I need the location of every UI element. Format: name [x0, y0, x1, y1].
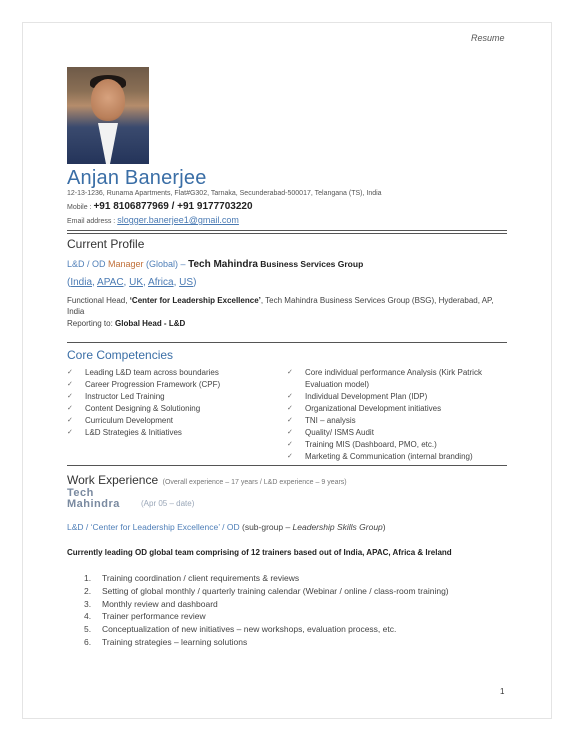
mobile-numbers: +91 8106877969 / +91 9177703220	[93, 201, 253, 212]
ld-sub-suffix: )	[382, 522, 386, 532]
check-icon: ✓	[287, 417, 293, 424]
check-icon: ✓	[287, 369, 293, 376]
candidate-name: Anjan Banerjee	[67, 167, 207, 189]
list-item: ✓ Instructor Led Training	[67, 392, 165, 401]
region-link[interactable]: Africa	[148, 277, 174, 288]
ld-od: / OD	[219, 522, 242, 532]
check-icon: ✓	[287, 441, 293, 448]
list-item: 4. Trainer performance review	[84, 611, 206, 622]
check-icon: ✓	[287, 453, 293, 460]
core-competencies-heading: Core Competencies	[67, 348, 174, 362]
functional-head-center: ‘Center for Leadership Excellence’	[129, 296, 261, 305]
list-item: 5. Conceptualization of new initiatives – new workshops, evaluation process, etc.	[84, 624, 397, 635]
divider	[67, 230, 507, 231]
work-experience-title: Work Experience	[67, 473, 159, 487]
divider	[67, 233, 507, 234]
ld-sub-italic: Leadership Skills Group	[292, 522, 383, 532]
list-item: 6. Training strategies – learning solutions	[84, 636, 248, 647]
list-item: ✓ L&D Strategies & Initiatives	[67, 428, 182, 437]
region-link[interactable]: US	[179, 277, 194, 288]
check-icon: ✓	[287, 429, 293, 436]
list-item: ✓ Training MIS (Dashboard, PMO, etc.)	[287, 440, 437, 449]
regions-sep: ,	[92, 277, 98, 288]
regions	[67, 277, 196, 288]
list-item: ✓ Quality/ ISMS Audit	[287, 428, 374, 437]
functional-head-prefix: Functional Head,	[67, 296, 130, 305]
list-item: ✓ TNI – analysis	[287, 416, 356, 425]
competencies-left-list	[67, 367, 220, 439]
ld-prefix: L&D /	[67, 522, 91, 532]
work-experience-subtitle: (Overall experience – 17 years / L&D experience – 9 years)	[162, 479, 347, 486]
company-suffix: Business Services Group	[257, 259, 364, 269]
ld-role-line	[67, 522, 386, 532]
region-link[interactable]: APAC	[97, 277, 124, 288]
list-item: ✓ Content Designing & Solutioning	[67, 404, 201, 413]
work-experience-heading	[67, 471, 347, 489]
ld-sub-prefix: (sub-group –	[241, 522, 293, 532]
profile-photo	[67, 67, 149, 164]
ld-center: ‘Center for Leadership Excellence’	[90, 522, 220, 532]
check-icon: ✓	[67, 393, 73, 400]
region-link[interactable]: UK	[129, 277, 144, 288]
list-item: ✓ Organizational Development initiatives	[287, 404, 442, 413]
list-item: ✓ Individual Development Plan (IDP)	[287, 392, 428, 401]
address: 12-13-1236, Runama Apartments, Flat#G302, Tarnaka, Secunderabad-500017, Telangana (TS), India	[67, 190, 382, 197]
list-item: ✓ Career Progression Framework (CPF)	[67, 380, 221, 389]
list-item: 1. Training coordination / client requirements & reviews	[84, 573, 300, 583]
regions-close: )	[193, 277, 197, 288]
regions-open: (	[67, 277, 71, 288]
role-prefix: L&D / OD	[67, 259, 109, 269]
role-scope: (Global) –	[143, 259, 189, 269]
divider	[67, 465, 507, 466]
list-item: ✓ Core individual performance Analysis (Kirk Patrick Evaluation model)	[287, 368, 482, 389]
tech-mahindra-logo	[67, 488, 120, 510]
reporting-to	[67, 319, 185, 328]
check-icon: ✓	[67, 405, 73, 412]
company-name: Tech Mahindra	[188, 259, 258, 270]
region-link[interactable]: India	[70, 277, 93, 288]
logo-line1: Tech	[67, 487, 94, 499]
regions-sep: ,	[173, 277, 180, 288]
current-role	[67, 259, 363, 270]
functional-head-suffix: , Tech Mahindra Business Services Group (BSG), Hyderabad, AP, India	[67, 296, 494, 316]
employment-dates: (Apr 05 – date)	[141, 499, 195, 508]
check-icon: ✓	[67, 417, 73, 424]
functional-head	[67, 295, 507, 317]
list-item: ✓ Marketing & Communication (internal branding)	[287, 452, 473, 461]
check-icon: ✓	[67, 429, 73, 436]
list-item: ✓ Leading L&D team across boundaries	[67, 368, 219, 377]
current-profile-heading: Current Profile	[67, 237, 145, 251]
logo-line2: Mahindra	[67, 498, 120, 510]
email-line	[67, 215, 239, 225]
email-label: Email address :	[67, 218, 116, 225]
list-item: 2. Setting of global monthly / quarterly training calendar (Webinar / online / class-room training)	[84, 585, 449, 596]
role-highlight: Manager	[108, 259, 144, 269]
header-label: Resume	[471, 33, 505, 43]
reporting-label: Reporting to:	[67, 319, 116, 328]
email-link[interactable]: slogger.banerjee1@gmail.com	[117, 215, 239, 225]
reporting-value: Global Head - L&D	[115, 319, 186, 328]
mobile-label: Mobile :	[67, 204, 92, 211]
competencies-right-list	[287, 367, 482, 463]
responsibilities-list	[84, 572, 449, 649]
check-icon: ✓	[287, 405, 293, 412]
check-icon: ✓	[67, 369, 73, 376]
check-icon: ✓	[287, 393, 293, 400]
list-item: 3. Monthly review and dashboard	[84, 598, 218, 609]
regions-sep: ,	[143, 277, 149, 288]
page-number: 1	[500, 687, 505, 696]
regions-sep: ,	[123, 277, 130, 288]
lead-statement: Currently leading OD global team comprising of 12 trainers based out of India, APAC, Africa & Ireland	[67, 548, 452, 557]
mobile-line	[67, 201, 253, 212]
list-item: ✓ Curriculum Development	[67, 416, 174, 425]
divider	[67, 342, 507, 343]
check-icon: ✓	[67, 381, 73, 388]
